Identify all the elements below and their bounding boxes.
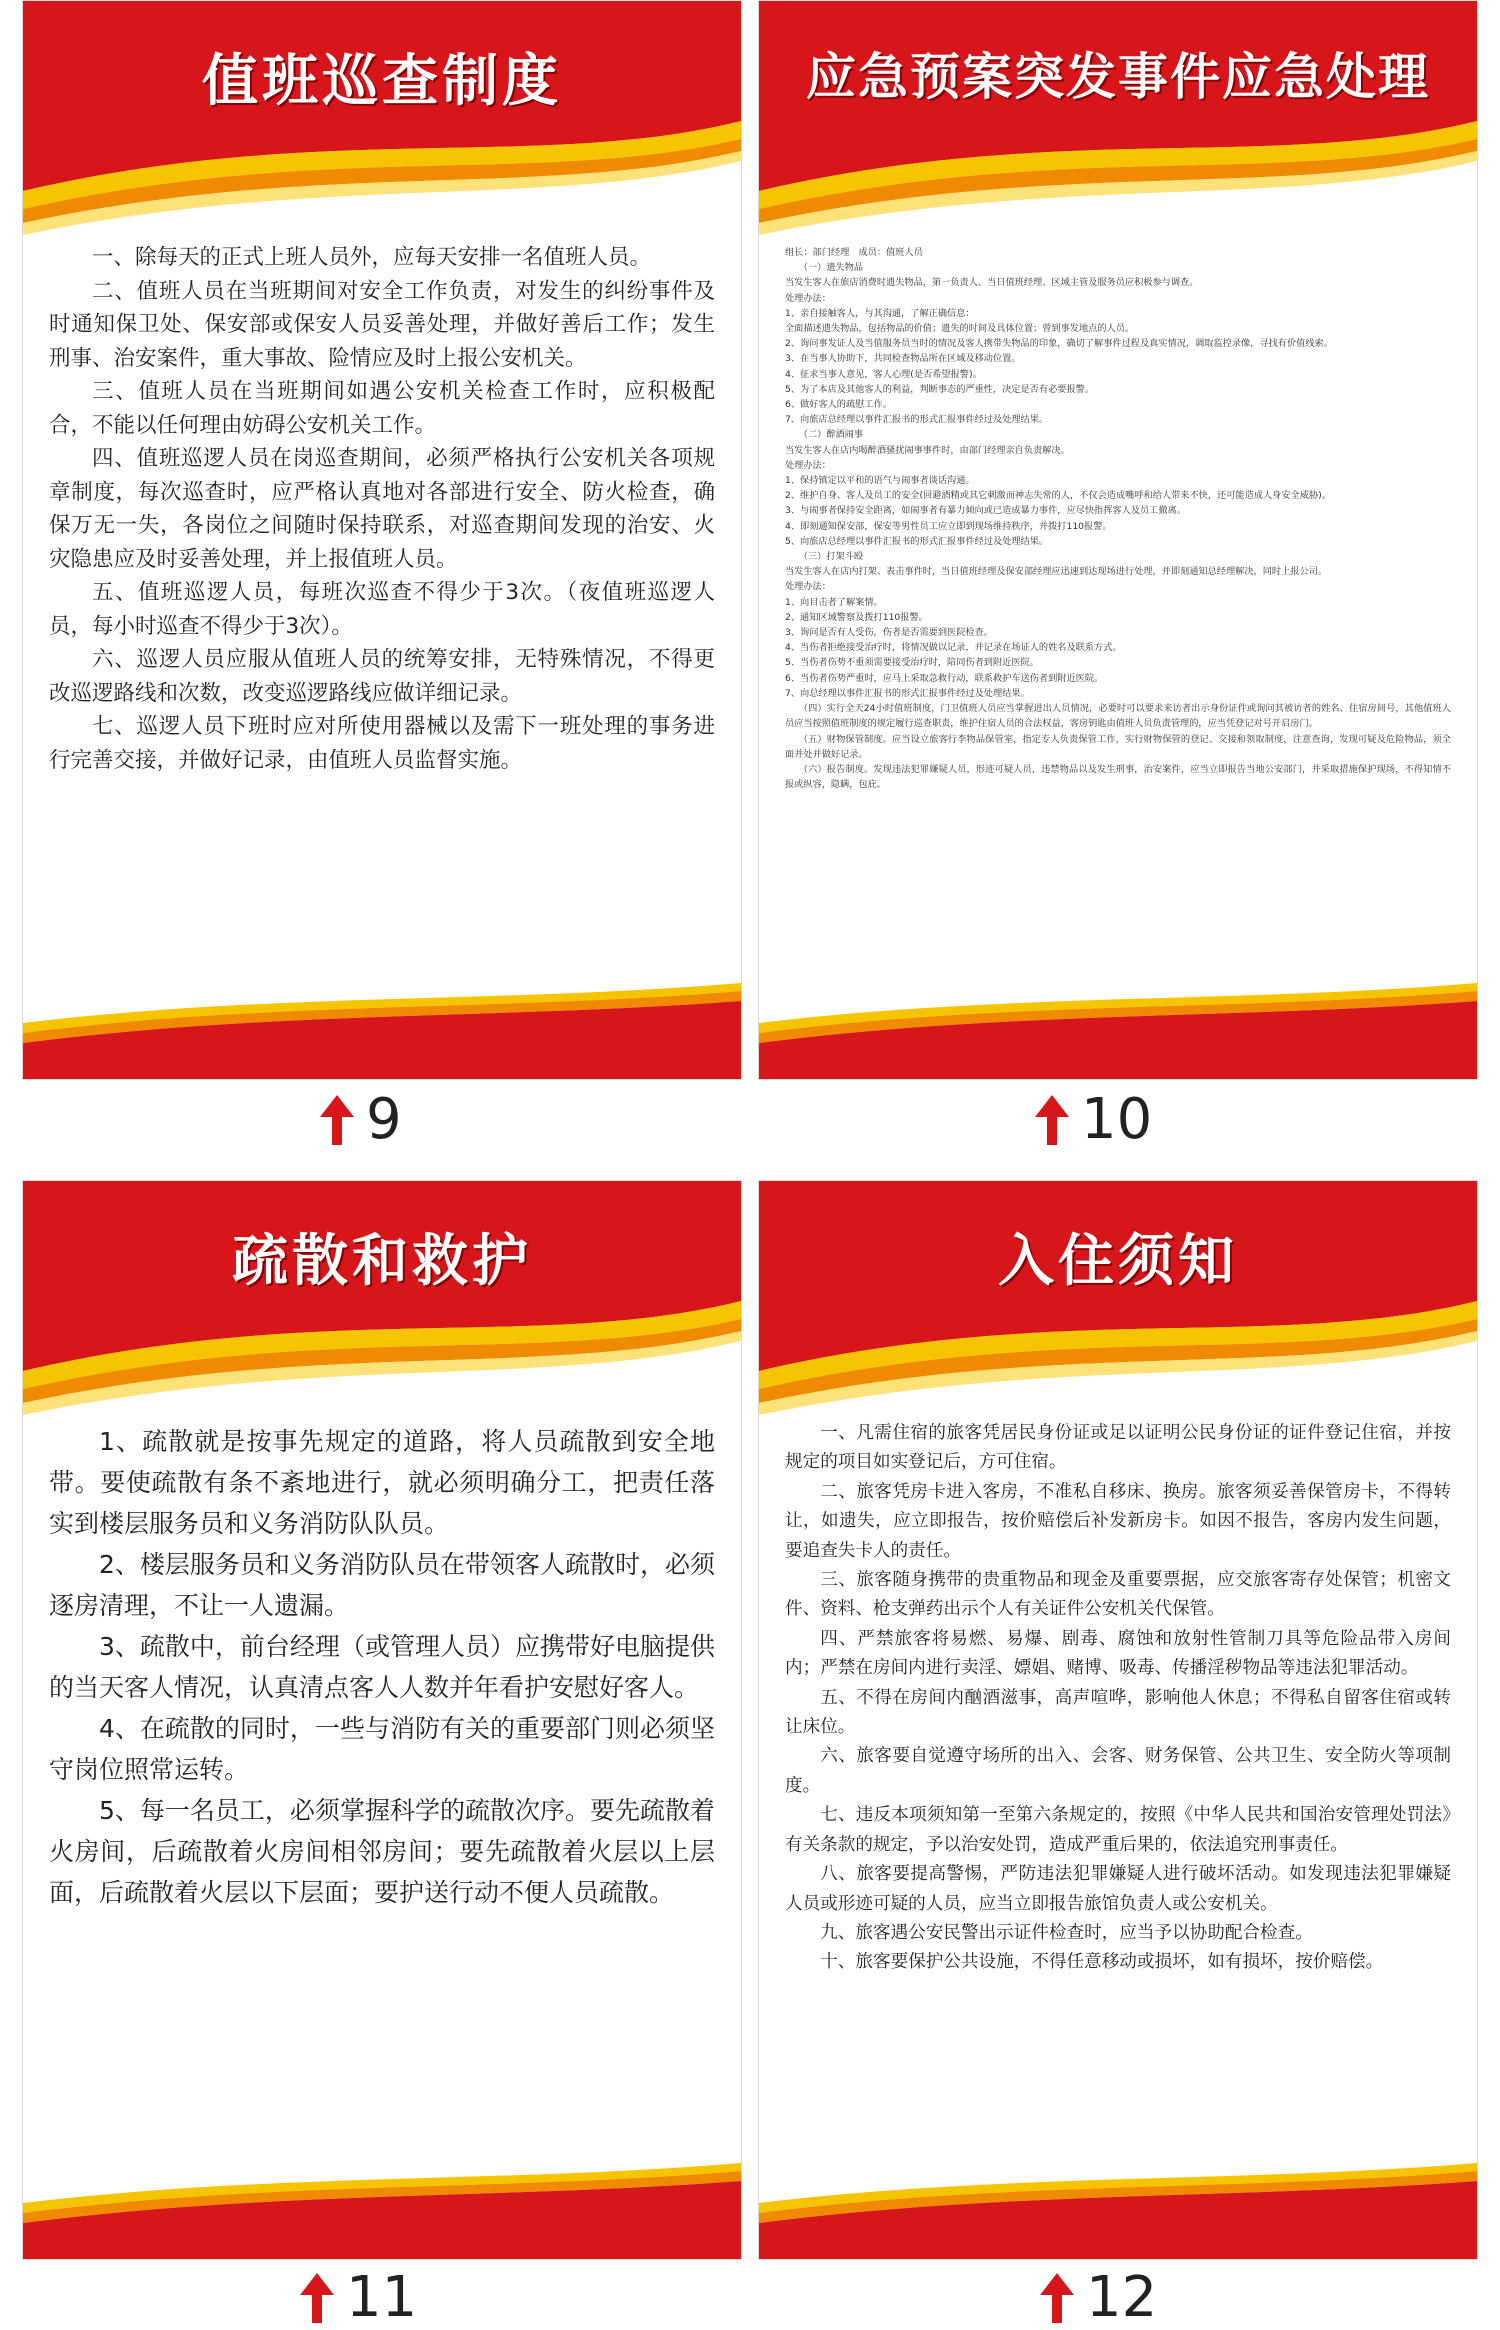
paragraph: 三、值班人员在当班期间如遇公安机关检查工作时，应积极配合，不能以任何理由妨碍公安机关工作。 <box>49 379 715 438</box>
line: 4、即刻通知保安部，保安等男性员工应立即到现场维持秩序，并拨打110报警。 <box>785 520 1112 532</box>
line: 当发生客人在店内打架、表击事件时，当日值班经理及保安部经理应迅速到达现场进行处理，并即刻通知总经理解决，同时上报公司。 <box>785 566 1328 578</box>
line: 3、在当事人协助下，共同检查物品所在区域及移动位置。 <box>785 353 1021 365</box>
board-body <box>785 1419 1451 1978</box>
board-number <box>320 1087 402 1152</box>
paragraph: 十、旅客要保护公共设施，不得任意移动或损坏，如有损坏，按价赔偿。 <box>820 1952 1384 1973</box>
line: 组长：部门经理 成员：值班人员 <box>785 247 923 258</box>
line: 3、与闹事者保持安全距离，如闹事者有暴力倾向或已造成暴力事件，应尽快指挥客人及员工撤离。 <box>785 505 1186 517</box>
board-title: 应急预案突发事件应急处理 <box>806 48 1430 106</box>
line: 5、向旅店总经理以事件汇报书的形式汇报事件经过及处理结果。 <box>785 535 1049 547</box>
board-title: 入住须知 <box>998 1229 1238 1294</box>
paragraph: 七、违反本项须知第一至第六条规定的，按照《中华人民共和国治安管理处罚法》有关条款的规定，予以治安处罚，造成严重后果的，依法追究刑事责任。 <box>785 1805 1451 1855</box>
line: 5、当伤者伤势不重须需要接受治疗时，陪同伤者到附近医院。 <box>785 657 1039 669</box>
footer-banner <box>759 2163 1477 2259</box>
paragraph: 八、旅客要提高警惕，严防违法犯罪嫌疑人进行破坏活动。如发现违法犯罪嫌疑人员或形迹可疑的人员，应当立即报告旅馆负责人或公安机关。 <box>785 1864 1451 1914</box>
line: 3、询问是否有人受伤，伤者是否需要到医院检查。 <box>785 627 993 639</box>
line: 2、询问事发证人及当值服务员当时的情况及客人携带失物品的印象，确切了解事件过程及真实情况，调取监控录像，寻找有价值线索。 <box>785 338 1333 350</box>
line: 当发生客人在店内喝醉酒骚扰闹事事件时，由部门经理亲自负责解决。 <box>785 444 1070 456</box>
line: （五）财物保管制度。应当设立旅客行李物品保管室，指定专人负责保管工作，实行财物保管的登记、交接和领取制度，注意查询，发现可疑及危险物品，须全面并处并做好记录。 <box>785 733 1451 760</box>
line: 2、通知区域警察及拨打110报警。 <box>785 611 928 623</box>
arrow-up-icon <box>300 2273 334 2323</box>
line: 6、做好客人的疏慰工作。 <box>785 399 892 411</box>
line: （六）报告制度。发现违法犯罪嫌疑人员，形迹可疑人员，违禁物品以及发生刑事，治安案件，应当立即报告当地公安部门，并采取措施保护现场，不得知情不报或纵容，隐瞒，包庇。 <box>785 763 1451 791</box>
arrow-up-icon <box>1040 2273 1074 2323</box>
board-title: 值班巡查制度 <box>202 49 562 114</box>
line: 7、向旅店总经理以事件汇报书的形式汇报事件经过及处理结果。 <box>785 414 1049 426</box>
line: 处理办法： <box>785 581 831 593</box>
line: （三）打架斗殴 <box>798 551 864 563</box>
board-body <box>49 1421 715 1913</box>
paragraph: 一、凡需住宿的旅客凭居民身份证或足以证明公民身份证的证件登记住宿，并按规定的项目如实登记后，方可住宿。 <box>785 1423 1451 1473</box>
paragraph: 一、除每天的正式上班人员外，应每天安排一名值班人员。 <box>92 245 652 270</box>
line: 处理办法： <box>785 292 831 304</box>
board-number-label: 12 <box>1086 2265 1158 2330</box>
paragraph: 四、值班巡逻人员在岗巡查期间，必须严格执行公安机关各项规章制度，每次巡查时，应严格认真地对各部进行安全、防火检查，确保万无一失，各岗位之间随时保持联系，对巡查期间发现的治安、火灾隐患应及时妥善处理，并上报值班人员。 <box>49 446 715 572</box>
arrow-up-icon <box>320 1095 354 1145</box>
board-number-label: 11 <box>346 2265 418 2330</box>
paragraph: 六、旅客要自觉遵守场所的出入、会客、财务保管、公共卫生、安全防火等项制度。 <box>785 1746 1451 1796</box>
paragraph: 1、疏散就是按事先规定的道路，将人员疏散到安全地带。要使疏散有条不紊地进行，就必须明确分工，把责任落实到楼层服务员和义务消防队队员。 <box>49 1427 715 1538</box>
arrow-up-icon <box>1035 1095 1069 1145</box>
line: （一）遗失物品 <box>798 262 864 274</box>
board-body <box>785 245 1451 792</box>
line: 7、向总经理以事件汇报书的形式汇报事件经过及处理结果。 <box>785 687 1030 699</box>
board-duty-patrol <box>22 0 742 1080</box>
paragraph: 5、每一名员工，必须掌握科学的疏散次序。要先疏散着火房间，后疏散着火房间相邻房间；要先疏散着火层以上层面，后疏散着火层以下层面；要护送行动不便人员疏散。 <box>49 1796 715 1907</box>
board-checkin-notice <box>758 1180 1478 2260</box>
board-body <box>49 241 715 777</box>
line: 2、维护自身、客人及员工的安全(回避酒精或其它刺激而神志失常的人，不仅会造成嘴呼和给人带来不快，还可能造成人身安全威胁)。 <box>785 490 1331 502</box>
paragraph: 五、值班巡逻人员，每班次巡查不得少于3次。（夜值班巡逻人员，每小时巡查不得少于3次）。 <box>49 580 715 639</box>
paragraph: 二、值班人员在当班期间对安全工作负责，对发生的纠纷事件及时通知保卫处、保安部或保安人员妥善处理，并做好善后工作；发生刑事、治安案件，重大事故、险情应及时上报公安机关。 <box>49 278 715 371</box>
paragraph: 五、不得在房间内酗酒滋事，高声喧哗，影响他人休息；不得私自留客住宿或转让床位。 <box>785 1687 1451 1738</box>
footer-banner <box>23 983 741 1079</box>
paragraph: 七、巡逻人员下班时应对所使用器械以及需下一班处理的事务进行完善交接，并做好记录，由值班人员监督实施。 <box>49 714 715 773</box>
line: 全面描述遗失物品，包括物品的价值；遗失的时间及具体位置；曾到事发地点的人员。 <box>785 323 1135 335</box>
line: （四）实行全天24小时值班制度，门卫值班人员应当掌握进出人员情况，必要时可以要求来访者出示身份证件或询问其被访者的姓名、住宿房间号，其他值班人员应当按照值班制度的规定履行巡查职责，维护住宿人员的合法权益，客房钥匙由值班人员负责管理的，应当凭登记对号开启房门。 <box>785 703 1451 730</box>
line: 4、征求当事人意见，客人心理(是否希望报警)。 <box>785 368 982 380</box>
paragraph: 六、巡逻人员应服从值班人员的统筹安排，无特殊情况，不得更改巡逻路线和次数，改变巡逻路线应做详细记录。 <box>49 647 715 706</box>
paragraph: 4、在疏散的同时，一些与消防有关的重要部门则必须坚守岗位照常运转。 <box>49 1714 715 1784</box>
line: 1、亲自接触客人，与其沟通，了解正确信息： <box>785 307 975 319</box>
line: 4、当伤者拒绝接受治疗时，将情况做以记录，并记录在场证人的姓名及联系方式。 <box>785 642 1122 654</box>
paragraph: 四、严禁旅客将易燃、易爆、剧毒、腐蚀和放射性管制刀具等危险品带入房间内；严禁在房间内进行卖淫、嫖娼、赌博、吸毒、传播淫秽物品等违法犯罪活动。 <box>785 1628 1451 1679</box>
board-number-label: 10 <box>1081 1087 1153 1152</box>
line: 1、保持镇定以平和的语气与闹事者谈话沟通。 <box>785 475 975 487</box>
line: 处理办法： <box>785 459 831 471</box>
line: 6、当伤者伤势严重时，应马上采取急救行动，联系救护车送伤者到附近医院。 <box>785 672 1104 684</box>
paragraph: 2、楼层服务员和义务消防队员在带领客人疏散时，必须逐房清理，不让一人遗漏。 <box>49 1550 715 1620</box>
board-number <box>300 2265 418 2330</box>
paragraph: 三、旅客随身携带的贵重物品和现金及重要票据，应交旅客寄存处保管；机密文件、资料、枪支弹药出示个人有关证件公安机关代保管。 <box>785 1570 1451 1620</box>
board-title: 疏散和救护 <box>232 1229 532 1294</box>
line: 1、向目击者了解案情。 <box>785 596 883 608</box>
line: 5、为了本店及其他客人的利益，判断事态的严重性，决定是否有必要报警。 <box>785 383 1095 395</box>
line: 当发生客人在旅店消费时遗失物品，第一负责人、当日值班经理、区域主管及服务员应积极参与调查。 <box>785 277 1199 289</box>
board-number <box>1040 2265 1158 2330</box>
board-number <box>1035 1087 1153 1152</box>
footer-banner <box>759 983 1477 1079</box>
paragraph: 3、疏散中，前台经理（或管理人员）应携带好电脑提供的当天客人情况，认真清点客人人数并年看护安慰好客人。 <box>49 1632 715 1702</box>
board-evacuation-rescue <box>22 1180 742 2260</box>
board-number-label: 9 <box>366 1087 402 1152</box>
board-emergency-plan <box>758 0 1478 1080</box>
paragraph: 二、旅客凭房卡进入客房，不准私自移床、换房。旅客须妥善保管房卡，不得转让，如遗失，应立即报告，按价赔偿后补发新房卡。如因不报告，客房内发生问题，要追查失卡人的责任。 <box>785 1481 1451 1561</box>
paragraph: 九、旅客遇公安民警出示证件检查时，应当予以协助配合检查。 <box>820 1922 1313 1943</box>
footer-banner <box>23 2163 741 2259</box>
line: （二）醉酒闹事 <box>798 429 864 441</box>
